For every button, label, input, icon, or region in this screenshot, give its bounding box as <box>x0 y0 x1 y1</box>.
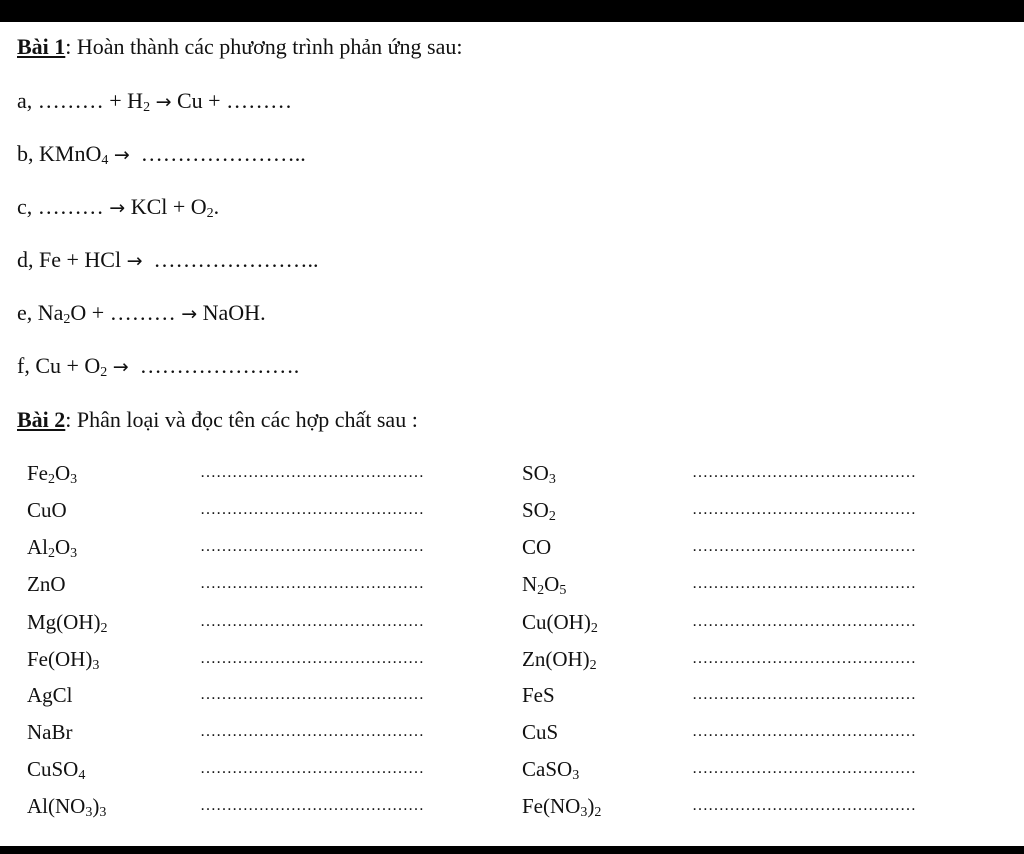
formula-subscript: 2 <box>537 583 545 598</box>
compound-formula <box>522 609 598 635</box>
answer-blank[interactable]: …………………………………… <box>200 723 424 740</box>
formula-subscript: 2 <box>590 621 598 636</box>
exercise-1-heading <box>17 34 462 60</box>
equation-f-reactants: f, Cu + O <box>17 353 101 378</box>
equation-a-product: Cu + <box>171 88 227 113</box>
compound-formula <box>522 756 579 782</box>
answer-blank[interactable]: …………………………………… <box>692 575 916 592</box>
answer-blank[interactable]: …………………………………… <box>200 797 424 814</box>
compound-formula <box>522 793 601 819</box>
answer-blank[interactable]: …………………………………… <box>200 538 424 555</box>
formula-part: Cu(OH) <box>522 610 591 634</box>
formula-subscript: 2 <box>548 509 556 524</box>
formula-subscript: 3 <box>572 768 580 783</box>
equation-c-product: KCl + O <box>125 194 207 219</box>
formula-subscript: 2 <box>48 546 55 561</box>
bottom-black-bar <box>0 846 1024 854</box>
formula-subscript: 2 <box>594 805 602 820</box>
arrow-icon: → <box>113 144 130 166</box>
formula-part: CuSO <box>27 757 79 781</box>
equation-b-reactant: b, KMnO <box>17 141 102 166</box>
formula-part: O <box>55 461 71 485</box>
exercise-2-instruction: : Phân loại và đọc tên các hợp chất sau : <box>65 407 418 432</box>
answer-blank[interactable]: …………………………………… <box>200 760 424 777</box>
compound-formula <box>522 646 597 672</box>
formula-subscript: 2 <box>589 658 597 673</box>
formula-part: FeS <box>522 683 555 707</box>
formula-part: Fe(NO <box>522 794 581 818</box>
answer-blank[interactable]: …………………………………… <box>692 686 916 703</box>
answer-blank[interactable]: …………………………………… <box>200 613 424 630</box>
arrow-icon: → <box>109 197 126 219</box>
equation-b-subscript: 4 <box>101 153 109 168</box>
compound-formula <box>522 534 551 560</box>
formula-part: O <box>55 535 71 559</box>
equation-e <box>17 300 266 326</box>
compound-formula <box>522 497 556 523</box>
top-black-bar <box>0 0 1024 22</box>
equation-d-blank[interactable]: ………………….. <box>153 247 319 272</box>
answer-blank[interactable]: …………………………………… <box>200 464 424 481</box>
compound-formula <box>27 682 73 708</box>
exercise-2-heading <box>17 407 418 433</box>
formula-subscript: 3 <box>85 805 93 820</box>
formula-part: ) <box>587 794 595 818</box>
equation-b-blank[interactable]: ………………….. <box>140 141 306 166</box>
exercise-1-label: Bài 1 <box>17 34 66 59</box>
compound-formula <box>27 534 77 560</box>
equation-e-text: O + <box>70 300 110 325</box>
formula-part: Mg(OH) <box>27 610 101 634</box>
equation-a-text: + H <box>103 88 144 113</box>
answer-blank[interactable]: …………………………………… <box>692 760 916 777</box>
equation-e-blank[interactable]: ……… <box>109 300 176 325</box>
formula-part: Fe <box>27 461 48 485</box>
equation-c <box>17 194 219 220</box>
equation-f <box>17 353 299 379</box>
formula-part: O <box>544 572 560 596</box>
answer-blank[interactable]: …………………………………… <box>692 464 916 481</box>
formula-subscript: 3 <box>70 546 78 561</box>
formula-subscript: 3 <box>580 805 588 820</box>
formula-part: AgCl <box>27 683 73 707</box>
arrow-icon: → <box>155 91 172 113</box>
answer-blank[interactable]: …………………………………… <box>200 575 424 592</box>
formula-subscript: 2 <box>100 621 108 636</box>
formula-part: CO <box>522 535 552 559</box>
formula-part: Al <box>27 535 48 559</box>
answer-blank[interactable]: …………………………………… <box>200 501 424 518</box>
equation-b <box>17 141 306 167</box>
formula-part: ZnO <box>27 572 66 596</box>
compound-formula <box>27 571 66 597</box>
compound-formula <box>27 793 106 819</box>
compound-formula <box>27 719 73 745</box>
equation-a-blank-2[interactable]: ……… <box>226 88 293 113</box>
answer-blank[interactable]: …………………………………… <box>692 797 916 814</box>
formula-part: SO <box>522 461 549 485</box>
answer-blank[interactable]: …………………………………… <box>692 501 916 518</box>
formula-part: NaBr <box>27 720 73 744</box>
equation-c-label: c, <box>17 194 38 219</box>
formula-part: N <box>522 572 538 596</box>
formula-part: Fe(OH) <box>27 647 93 671</box>
equation-a <box>17 88 292 114</box>
equation-d-reactants: d, Fe + HCl <box>17 247 127 272</box>
answer-blank[interactable]: …………………………………… <box>200 686 424 703</box>
equation-a-subscript: 2 <box>143 100 151 115</box>
formula-subscript: 3 <box>548 472 556 487</box>
formula-subscript: 4 <box>78 768 86 783</box>
exercise-1-instruction: : Hoàn thành các phương trình phản ứng sau: <box>65 34 463 59</box>
equation-f-subscript: 2 <box>100 365 108 380</box>
compound-formula <box>27 646 99 672</box>
arrow-icon: → <box>181 303 198 325</box>
equation-a-label: a, <box>17 88 38 113</box>
equation-c-end: . <box>213 194 220 219</box>
answer-blank[interactable]: …………………………………… <box>200 650 424 667</box>
formula-part: Al(NO <box>27 794 86 818</box>
compound-formula <box>27 497 67 523</box>
formula-subscript: 5 <box>559 583 567 598</box>
compound-formula <box>522 460 556 486</box>
equation-d <box>17 247 319 273</box>
formula-part: Zn(OH) <box>522 647 590 671</box>
formula-part: CuS <box>522 720 559 744</box>
formula-part: SO <box>522 498 549 522</box>
formula-subscript: 3 <box>99 805 107 820</box>
answer-blank[interactable]: …………………………………… <box>692 723 916 740</box>
answer-blank[interactable]: …………………………………… <box>692 613 916 630</box>
exercise-2-label: Bài 2 <box>17 407 66 432</box>
formula-part: CaSO <box>522 757 573 781</box>
compound-formula <box>522 682 555 708</box>
formula-subscript: 3 <box>92 658 100 673</box>
equation-a-blank-1[interactable]: ……… <box>37 88 104 113</box>
arrow-icon: → <box>126 250 143 272</box>
compound-formula <box>27 756 85 782</box>
compound-formula <box>27 609 108 635</box>
formula-part: ) <box>92 794 100 818</box>
compound-formula <box>522 571 566 597</box>
formula-part: CuO <box>27 498 67 522</box>
equation-c-blank[interactable]: ……… <box>37 194 104 219</box>
equation-e-product: NaOH. <box>197 300 266 325</box>
equation-e-subscript: 2 <box>63 312 71 327</box>
formula-subscript: 3 <box>70 472 78 487</box>
equation-f-blank[interactable]: …………………. <box>139 353 300 378</box>
formula-subscript: 2 <box>48 472 55 487</box>
answer-blank[interactable]: …………………………………… <box>692 650 916 667</box>
answer-blank[interactable]: …………………………………… <box>692 538 916 555</box>
compound-formula <box>27 460 77 486</box>
equation-c-subscript: 2 <box>206 206 214 221</box>
equation-e-reactant: e, Na <box>17 300 64 325</box>
compound-formula <box>522 719 558 745</box>
arrow-icon: → <box>112 356 129 378</box>
